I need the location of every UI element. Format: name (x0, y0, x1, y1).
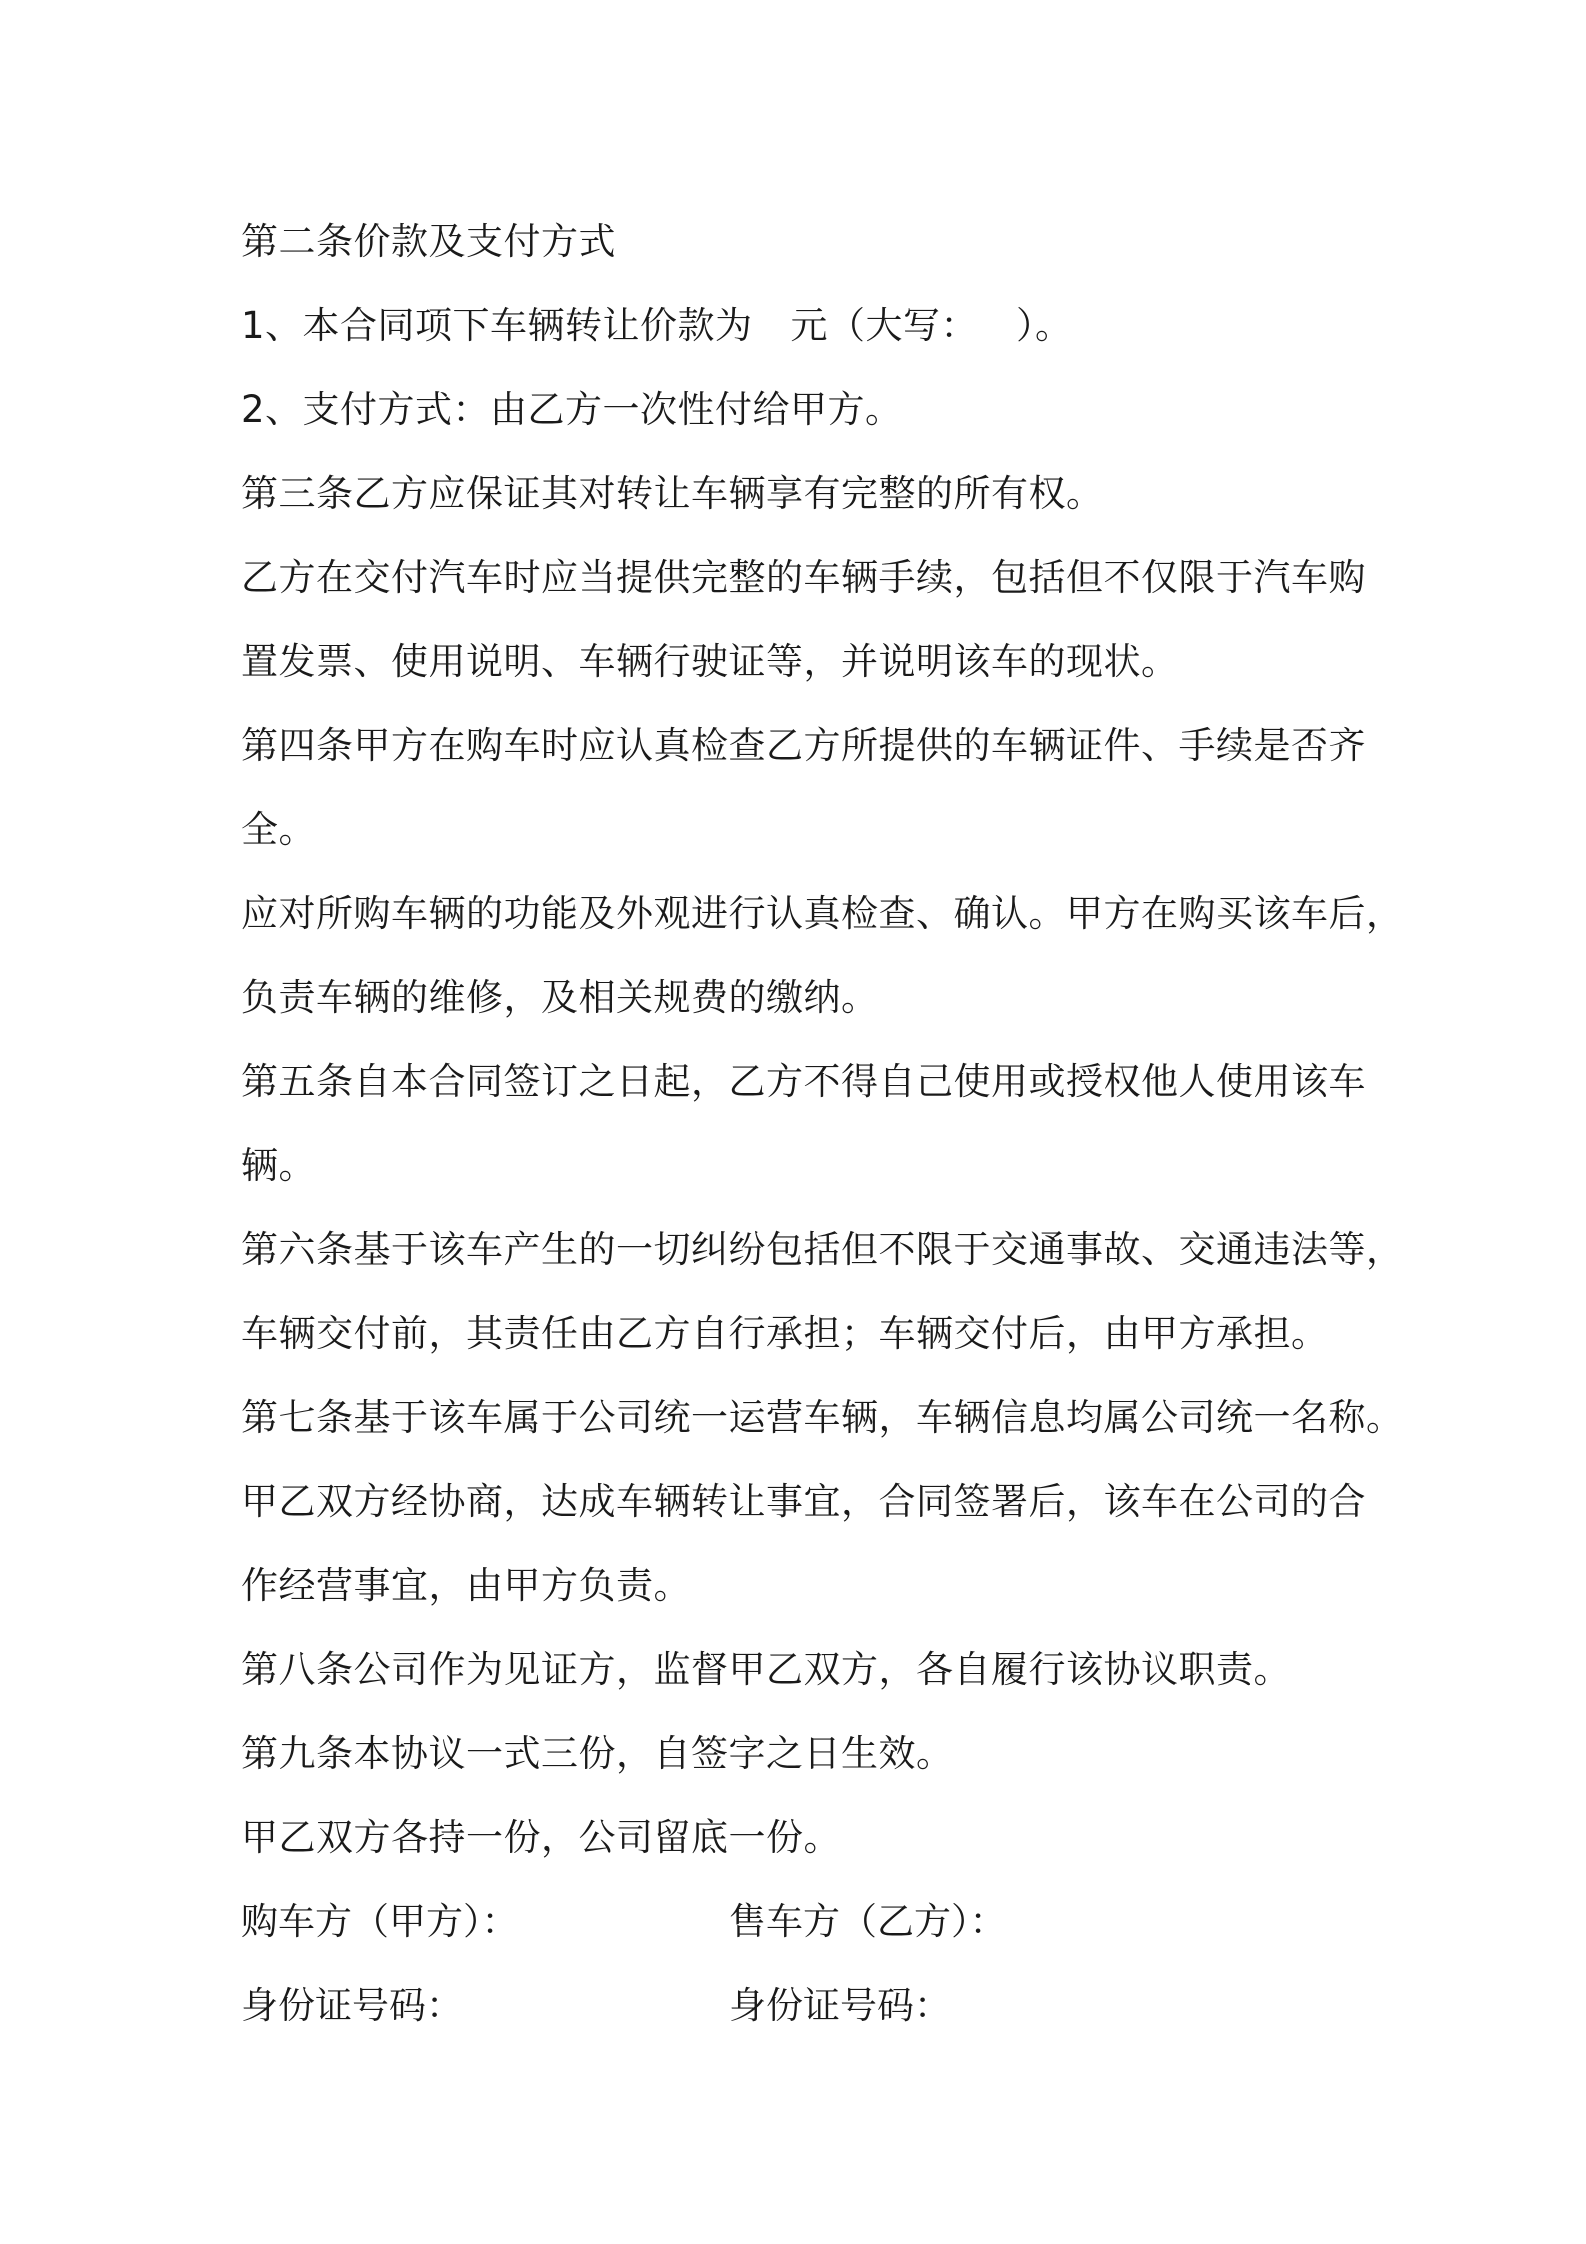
clause-8: 第八条公司作为见证方，监督甲乙双方，各自履行该协议职责。 (241, 1648, 1291, 1691)
signature-row-parties (241, 1880, 1381, 1964)
clause-5-line-2: 辆。 (241, 1144, 316, 1187)
buyer-id-label: 身份证号码： (241, 1984, 463, 2027)
clause-4-detail-line-2: 负责车辆的维修，及相关规费的缴纳。 (241, 976, 879, 1019)
seller-id-label: 身份证号码： (729, 1984, 951, 2027)
clause-7-line-3: 作经营事宜，由甲方负责。 (241, 1564, 691, 1607)
clause-4-detail-line-1: 应对所购车辆的功能及外观进行认真检查、确认。甲方在购买该车后， (241, 892, 1404, 935)
clause-5-line-1: 第五条自本合同签订之日起，乙方不得自己使用或授权他人使用该车 (241, 1060, 1366, 1103)
clause-7-line-2: 甲乙双方经协商，达成车辆转让事宜，合同签署后，该车在公司的合 (241, 1480, 1366, 1523)
clause-6-line-1: 第六条基于该车产生的一切纠纷包括但不限于交通事故、交通违法等， (241, 1228, 1404, 1271)
clause-9-line-2: 甲乙双方各持一份，公司留底一份。 (241, 1816, 841, 1859)
clause-2-item-2: 2、支付方式：由乙方一次性付给甲方。 (241, 388, 903, 431)
clause-6-line-2: 车辆交付前，其责任由乙方自行承担；车辆交付后，由甲方承担。 (241, 1312, 1329, 1355)
contract-body (241, 200, 1404, 2048)
clause-3-detail-line-2: 置发票、使用说明、车辆行驶证等，并说明该车的现状。 (241, 640, 1179, 683)
clause-3-detail-line-1: 乙方在交付汽车时应当提供完整的车辆手续，包括但不仅限于汽车购 (241, 556, 1366, 599)
clause-4-line-1: 第四条甲方在购车时应认真检查乙方所提供的车辆证件、手续是否齐 (241, 724, 1366, 767)
clause-4-line-2: 全。 (241, 808, 316, 851)
clause-2-item-1-part-a: 1、本合同项下车辆转让价款为 (241, 304, 753, 347)
clause-2-item-1-part-b: 元（大写： (790, 304, 979, 347)
clause-2-item-1 (241, 284, 1381, 368)
signature-row-id (241, 1964, 1381, 2048)
buyer-signature-label: 购车方（甲方）： (241, 1900, 519, 1943)
seller-signature-label: 售车方（乙方）： (729, 1900, 1007, 1943)
clause-2-title: 第二条价款及支付方式 (241, 220, 616, 263)
clause-3: 第三条乙方应保证其对转让车辆享有完整的所有权。 (241, 472, 1104, 515)
clause-7-line-1: 第七条基于该车属于公司统一运营车辆，车辆信息均属公司统一名称。 (241, 1396, 1404, 1439)
clause-9-line-1: 第九条本协议一式三份，自签字之日生效。 (241, 1732, 954, 1775)
clause-2-item-1-part-c: ）。 (1016, 304, 1073, 347)
